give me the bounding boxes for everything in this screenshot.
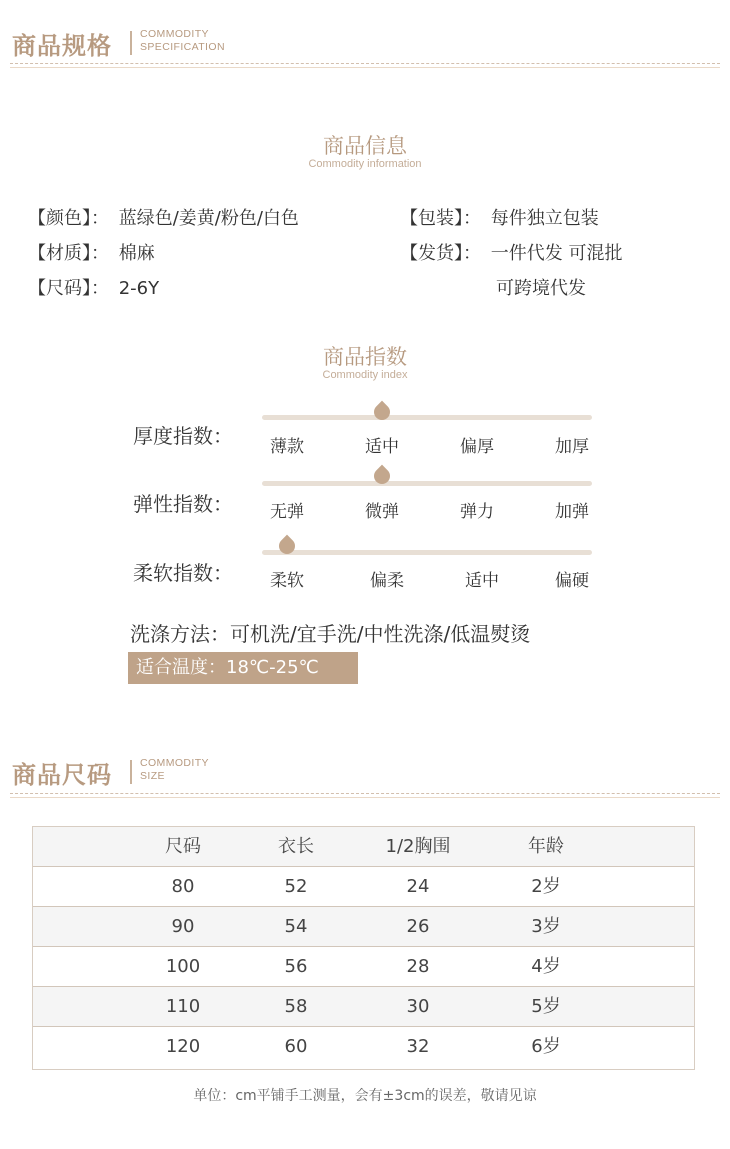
table-cell: 110 [165,996,201,1017]
elasticity-mark-1: 无弹 [270,502,304,522]
info-material-label: 【材质】 [28,243,91,264]
elasticity-mark-2: 微弹 [365,502,399,522]
table-cell: 58 [284,996,308,1017]
info-shipping-row [400,239,622,265]
info-size-row [28,274,159,300]
softness-index-label: 柔软指数： [133,561,233,585]
table-cell: 32 [406,1036,430,1057]
table-row [33,907,694,947]
thickness-mark-4: 加厚 [555,437,589,457]
info-package-sep: ： [463,208,481,229]
spec-dashed-rule [10,63,720,64]
info-material-row [28,239,155,265]
info-color-value: 蓝绿色/姜黄/粉色/白色 [118,208,299,229]
spec-solid-rule [10,67,720,68]
table-cell: 56 [284,956,308,977]
thickness-mark-2: 适中 [365,437,399,457]
table-cell: 120 [165,1036,201,1057]
table-cell: 30 [406,996,430,1017]
measurement-note: 单位：cm平铺手工测量，会有±3cm的误差，敬请见谅 [193,1088,537,1104]
info-size-sep: ： [91,278,109,299]
thickness-mark-1: 薄款 [270,437,304,457]
info-size-value: 2-6Y [118,278,160,299]
table-cell: 2岁 [531,876,561,897]
spec-title-divider [130,31,132,55]
table-cell: 80 [171,876,195,897]
table-cell: 90 [171,916,195,937]
size-solid-rule [10,797,720,798]
info-shipping-value: 一件代发 可混批 [490,243,623,264]
spec-title-english [140,28,225,54]
size-title-english [140,757,209,783]
table-cell: 5岁 [531,996,561,1017]
softness-index-track [262,550,592,555]
suitable-temperature-badge: 适合温度：18℃-25℃ [128,652,358,684]
index-subtitle: Commodity index [322,369,408,381]
size-dashed-rule [10,793,720,794]
info-package-row [400,204,599,230]
table-cell: 60 [284,1036,308,1057]
thickness-index-track [262,415,592,420]
elasticity-index-track [262,481,592,486]
table-header-cell: 1/2胸围 [385,836,451,857]
table-row [33,1027,694,1067]
table-cell: 100 [165,956,201,977]
info-color-row [28,204,299,230]
spec-section-title: 商品规格 [12,32,112,60]
info-material-sep: ： [91,243,109,264]
table-cell: 28 [406,956,430,977]
washing-method: 洗涤方法：可机洗/宜手洗/中性洗涤/低温熨烫 [130,622,531,646]
elasticity-mark-4: 加弹 [555,502,589,522]
table-cell: 4岁 [531,956,561,977]
size-table [32,826,695,1070]
table-cell: 26 [406,916,430,937]
size-section-title: 商品尺码 [12,761,112,789]
table-header-row [33,827,694,867]
table-header-cell: 尺码 [165,836,201,857]
table-row [33,947,694,987]
softness-mark-4: 偏硬 [555,571,589,591]
size-en-line2: SIZE [140,770,165,782]
elasticity-index-label: 弹性指数： [133,492,233,516]
size-en-line1: COMMODITY [140,757,209,769]
table-cell: 3岁 [531,916,561,937]
index-title: 商品指数 [323,345,407,369]
table-header-cell: 衣长 [278,836,314,857]
table-cell: 6岁 [531,1036,561,1057]
table-cell: 54 [284,916,308,937]
thickness-mark-3: 偏厚 [460,437,494,457]
info-shipping-label: 【发货】 [400,243,463,264]
info-title: 商品信息 [323,134,407,158]
thickness-index-label: 厚度指数： [133,424,233,448]
table-cell: 24 [406,876,430,897]
info-size-label: 【尺码】 [28,278,91,299]
size-title-divider [130,760,132,784]
info-shipping-value2: 可跨境代发 [496,278,586,299]
table-cell: 52 [284,876,308,897]
softness-mark-3: 适中 [465,571,499,591]
softness-mark-1: 柔软 [270,571,304,591]
info-package-value: 每件独立包装 [490,208,599,229]
spec-en-line2: SPECIFICATION [140,41,225,53]
table-header-cell: 年龄 [528,836,564,857]
info-material-value: 棉麻 [118,243,155,264]
elasticity-mark-3: 弹力 [460,502,494,522]
info-color-sep: ： [91,208,109,229]
table-row [33,867,694,907]
table-row [33,987,694,1027]
softness-mark-2: 偏柔 [370,571,404,591]
info-package-label: 【包装】 [400,208,463,229]
info-subtitle: Commodity information [308,158,422,170]
spec-en-line1: COMMODITY [140,28,209,40]
info-color-label: 【颜色】 [28,208,91,229]
info-shipping-sep: ： [463,243,481,264]
